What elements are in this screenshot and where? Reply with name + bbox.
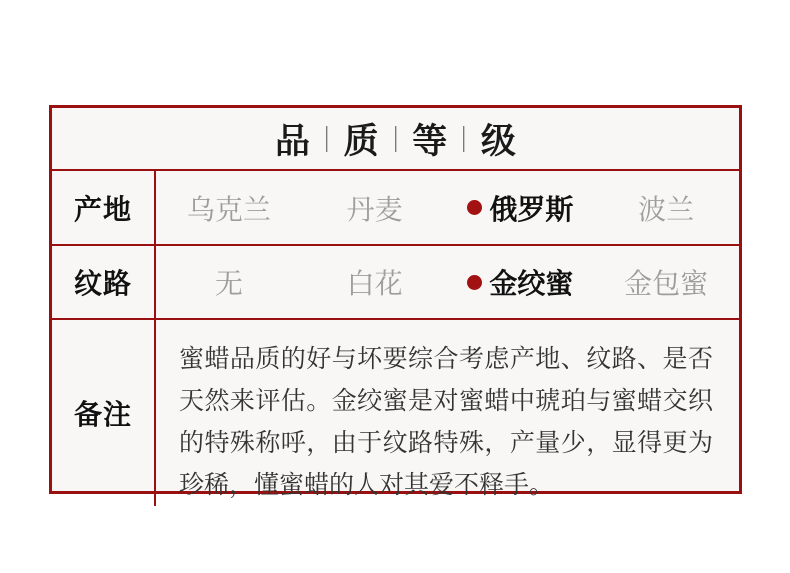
table-row-texture	[52, 246, 739, 320]
option-label: 无	[214, 268, 243, 299]
row-label-texture: 纹路	[52, 246, 156, 318]
row-label-origin: 产地	[52, 171, 156, 244]
option-label: 乌克兰	[186, 193, 271, 225]
origin-options	[156, 171, 739, 244]
option-label: 俄罗斯	[489, 193, 574, 225]
title-char: 级	[480, 121, 516, 161]
option-label: 波兰	[638, 193, 695, 225]
option-poland	[593, 188, 739, 228]
selected-dot-icon	[467, 200, 482, 215]
option-label: 金包蜜	[624, 268, 709, 299]
option-none	[156, 262, 302, 302]
option-denmark	[302, 188, 448, 228]
option-ukraine	[156, 188, 302, 228]
quality-grade-table	[49, 105, 742, 499]
title-separator: |	[393, 121, 398, 153]
texture-options	[156, 246, 739, 318]
option-label: 白花	[346, 268, 403, 299]
option-jinjiaomi-selected	[448, 262, 594, 302]
title-char: 等	[412, 121, 448, 161]
remarks-text: 蜜蜡品质的好与坏要综合考虑产地、纹路、是否天然来评估。金绞蜜是对蜜蜡中琥珀与蜜蜡交织的特殊称呼，由于纹路特殊，产量少，显得更为珍稀，懂蜜蜡的人对其爱不释手。	[179, 345, 713, 499]
table-title	[52, 108, 739, 171]
row-label-remarks: 备注	[52, 320, 156, 506]
title-separator: |	[462, 121, 466, 153]
option-jinbaomi	[593, 262, 739, 302]
selected-dot-icon	[467, 275, 482, 290]
option-russia-selected	[448, 188, 594, 228]
title-separator: |	[325, 121, 329, 153]
table-row-remarks	[52, 320, 739, 506]
option-label: 丹麦	[346, 193, 403, 225]
option-baihua	[302, 262, 448, 302]
option-label: 金绞蜜	[489, 268, 574, 299]
title-char: 质	[343, 121, 379, 161]
title-char: 品	[275, 121, 311, 161]
table-row-origin	[52, 171, 739, 246]
